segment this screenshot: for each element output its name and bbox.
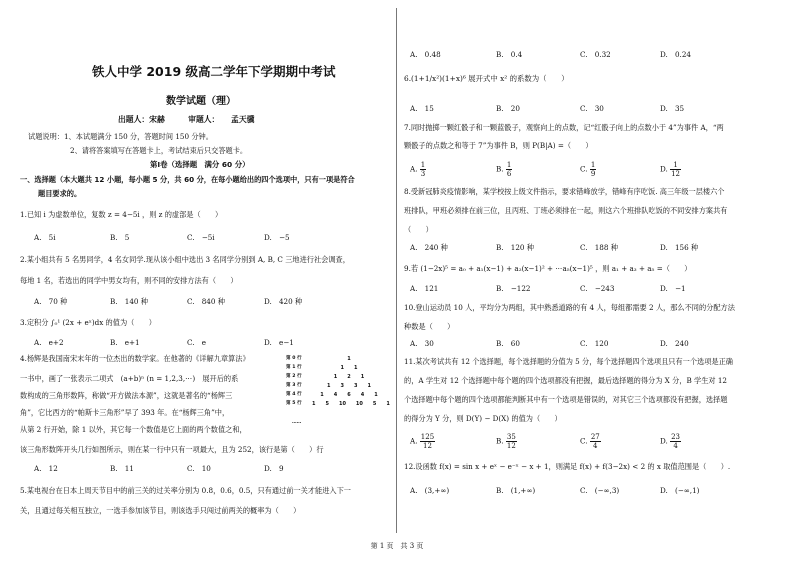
- q12-option-b: B. (1,+∞): [496, 486, 536, 495]
- numerator: 1: [420, 161, 426, 169]
- triangle-row-values: 1 2 1: [333, 374, 365, 380]
- triangle-row-values: 1 1: [340, 365, 358, 371]
- triangle-row-values: 1 3 3 1: [327, 383, 371, 389]
- denominator: 12: [423, 442, 432, 450]
- q5-option-d: D. 0.24: [660, 50, 691, 59]
- option-letter: B.: [496, 164, 504, 174]
- q5-option-a: A. 0.48: [410, 50, 441, 59]
- option-letter: A.: [410, 164, 418, 174]
- question-2-line2: 每地 1 名，若选出的同学中男女均有，则不同的安排方法有（ ）: [20, 276, 238, 285]
- question-4-line4: 角”，它比西方的“帕斯卡三角形”早了 393 年。在“杨辉三角”中，: [20, 408, 230, 417]
- q2-option-b: B. 140 种: [110, 297, 148, 306]
- yanghui-triangle-figure: [286, 356, 390, 430]
- fraction: [590, 433, 601, 450]
- q3-option-b: B. e+1: [110, 338, 140, 347]
- q8-option-a: A. 240 种: [410, 243, 448, 252]
- question-7-line2: 颗骰子的点数之和等于 7”为事件 B，则 P(B|A) =（ ）: [404, 141, 593, 150]
- question-11-line3: 个选择题中每个题的四个选项都能判断其中有一个选项是错误的，对其它三个选项都没有把握，选择题: [404, 395, 728, 404]
- question-3: 3.定积分 ∫₀¹ (2x + eˣ)dx 的值为（ ）: [20, 318, 156, 327]
- q5-option-c: C. 0.32: [580, 50, 611, 59]
- q3-option-a: A. e+2: [34, 338, 64, 347]
- triangle-row-values: 1: [347, 356, 351, 362]
- question-4-line1: 4.杨辉是我国南宋末年的一位杰出的数学家。在他著的《详解九章算法》: [20, 354, 250, 363]
- q10-option-a: A. 30: [410, 339, 434, 348]
- question-5-line2: 关，且通过每关相互独立，一选手参加该节目，则该选手只闯过前两关的概率为（ ）: [20, 506, 301, 515]
- q9-option-d: D. −1: [660, 284, 686, 293]
- question-10-line2: 种数是（ ）: [404, 322, 455, 331]
- denominator: 4: [673, 442, 678, 450]
- question-4-line6: 该三角形数阵开头几行如图所示，则在某一行中只有一项最大，且为 252，该行是第（ ）行: [20, 445, 324, 454]
- question-4-line2: 一书中，画了一张表示二项式 (a+b)ⁿ (n = 1,2,3,⋯) 展开后的系: [20, 374, 239, 383]
- exam-subtitle: 数学试题（理）: [166, 96, 236, 107]
- denominator: 4: [593, 442, 598, 450]
- numerator: 1: [506, 161, 512, 169]
- q2-option-d: D. 420 种: [264, 297, 303, 306]
- q3-option-c: C. e: [187, 338, 206, 347]
- question-8-line2: 班排队，甲班必须排在前三位，且丙班、丁班必须排在一起，则这六个班排队吃饭的不同安排方案共有: [404, 206, 728, 215]
- q11-option-c: [580, 433, 601, 450]
- q11-option-a: [410, 433, 435, 450]
- exam-title: 铁人中学 2019 级高二学年下学期期中考试: [92, 64, 336, 79]
- question-11-line4: 的得分为 Y 分，则 D(Y) − D(X) 的值为（ ）: [404, 414, 562, 423]
- triangle-row-label: 第 3 行: [286, 383, 302, 388]
- numerator: 23: [671, 433, 681, 441]
- q1-option-a: A. 5i: [34, 233, 56, 242]
- question-12: 12.设函数 f(x) = sin x + eˣ − e⁻ˣ − x + 1，则满足 f(x) + f(3−2x) < 2 的 x 取值范围是（ ）.: [404, 462, 731, 471]
- denominator: 6: [506, 170, 512, 178]
- q4-option-a: A. 12: [34, 464, 58, 473]
- fraction: [506, 433, 517, 450]
- triangle-ellipsis: ……: [292, 420, 302, 425]
- question-7-line1: 7.同时抛掷一颗红骰子和一颗蓝骰子，观察向上的点数，记“红骰子向上的点数小于 4”为事件 A，“两: [404, 123, 724, 132]
- q7-option-b: [496, 161, 512, 178]
- q1-option-c: C. −5i: [187, 233, 215, 242]
- triangle-row-values: 1 4 6 4 1: [320, 392, 378, 398]
- q4-option-c: C. 10: [187, 464, 211, 473]
- q8-option-c: C. 188 种: [580, 243, 618, 252]
- section-heading-cont: 题目要求的。: [38, 189, 82, 198]
- q12-option-c: C. (−∞,3): [580, 486, 620, 495]
- denominator: 12: [671, 170, 681, 178]
- question-11-line2: 的，A 学生对 12 个选择题中每个题的四个选项都没有把握，最后选择题的得分为 X 分，B 学生对 12: [404, 376, 728, 385]
- question-1: 1.已知 i 为虚数单位，复数 z = 4−5i ，则 z 的虚部是（ ）: [20, 210, 223, 219]
- fraction: [506, 161, 512, 178]
- numerator: 1: [590, 161, 596, 169]
- q12-option-d: D. (−∞,1): [660, 486, 700, 495]
- q6-option-c: C. 30: [580, 104, 604, 113]
- numerator: 125: [420, 433, 435, 441]
- q10-option-b: B. 60: [496, 339, 520, 348]
- option-letter: B.: [496, 436, 504, 446]
- authors-line: 出题人：宋赫 审题人： 孟天骥: [118, 115, 255, 124]
- option-letter: D.: [660, 436, 668, 446]
- q7-option-a: [410, 161, 426, 178]
- section-heading: 一、选择题（本大题共 12 小题，每小题 5 分，共 60 分，在每小题给出的四个选项中，只有一项是符合: [20, 175, 355, 184]
- triangle-row-label: 第 5 行: [286, 401, 302, 406]
- fraction: [420, 161, 426, 178]
- q1-option-b: B. 5: [110, 233, 130, 242]
- q4-option-b: B. 11: [110, 464, 134, 473]
- question-6: 6.(1+1/x²)(1+x)⁶ 展开式中 x² 的系数为（ ）: [404, 74, 569, 83]
- q4-option-d: D. 9: [264, 464, 284, 473]
- question-2-line1: 2.某小组共有 5 名男同学，4 名女同学.现从该小组中选出 3 名同学分别到 A, B, C 三地进行社会调查，: [20, 255, 350, 264]
- q1-option-d: D. −5: [264, 233, 290, 242]
- q6-option-b: B. 20: [496, 104, 520, 113]
- option-letter: C.: [580, 164, 588, 174]
- question-8-line3: （ ）: [404, 225, 433, 234]
- denominator: 3: [420, 170, 426, 178]
- denominator: 9: [590, 170, 596, 178]
- q7-option-d: [660, 161, 681, 178]
- fraction: [670, 161, 681, 178]
- q12-option-a: A. (3,+∞): [410, 486, 450, 495]
- q11-option-b: [496, 433, 517, 450]
- fraction: [590, 161, 596, 178]
- q6-option-a: A. 15: [410, 104, 434, 113]
- question-4-line3: 数构成的三角形数阵，称做“开方做法本源”，这就是著名的“杨辉三: [20, 391, 233, 400]
- q8-option-b: B. 120 种: [496, 243, 534, 252]
- q9-option-b: B. −122: [496, 284, 531, 293]
- instructions-2: 2、请将答案填写在答题卡上，考试结束后只交答题卡。: [70, 146, 248, 155]
- volume-heading: 第Ⅰ卷（选择题 满分 60 分）: [150, 160, 250, 169]
- option-letter: A.: [410, 436, 418, 446]
- option-letter: D.: [660, 164, 668, 174]
- triangle-row-label: 第 0 行: [286, 356, 302, 361]
- fraction: [420, 433, 435, 450]
- question-8-line1: 8.受新冠肺炎疫情影响，某学校按上级文件指示，要求错峰放学，错峰有序吃饭. 高三年级一层楼六个: [404, 187, 725, 196]
- instructions-1: 试题说明：1、本试题满分 150 分，答题时间 150 分钟。: [28, 132, 213, 141]
- q9-option-c: C. −243: [580, 284, 615, 293]
- question-10-line1: 10.登山运动员 10 人，平均分为两组，其中熟悉道路的有 4 人，每组都需要 2 人，那么不同的分配方法: [404, 303, 735, 312]
- numerator: 27: [590, 433, 600, 441]
- fraction: [670, 433, 681, 450]
- question-9: 9.若 (1−2x)⁵ = a₀ + a₁(x−1) + a₂(x−1)² + ⋯a₅(x−1)⁵ ，则 a₁ + a₃ + a₅ =（ ）: [404, 264, 692, 273]
- q8-option-d: D. 156 种: [660, 243, 699, 252]
- numerator: 1: [670, 161, 681, 170]
- page-footer: 第 1 页 共 3 页: [370, 542, 424, 550]
- question-5-line1: 5.某电视台在日本上周天节目中的前三关的过关率分别为 0.8，0.6，0.5，只有通过前一关才能进入下一: [20, 486, 351, 495]
- numerator: 35: [506, 433, 516, 441]
- q10-option-c: C. 120: [580, 339, 609, 348]
- column-divider: [396, 8, 397, 533]
- q6-option-d: D. 35: [660, 104, 685, 113]
- q3-option-d: D. e−1: [264, 338, 294, 347]
- q9-option-a: A. 121: [410, 284, 439, 293]
- q7-option-c: [580, 161, 596, 178]
- denominator: 12: [506, 442, 516, 450]
- q11-option-d: [660, 433, 681, 450]
- triangle-row-label: 第 1 行: [286, 365, 302, 370]
- question-4-line5: 从第 2 行开始，除 1 以外，其它每一个数值是它上面的两个数值之和，: [20, 425, 247, 434]
- triangle-row-values: 1 5 10 10 5 1: [312, 401, 390, 407]
- triangle-row-label: 第 4 行: [286, 392, 302, 397]
- option-letter: C.: [580, 436, 588, 446]
- question-11-line1: 11.某次考试共有 12 个选择题，每个选择题的分值为 5 分，每个选择题四个选项且只有一个选项是正确: [404, 357, 733, 366]
- triangle-row-label: 第 2 行: [286, 374, 302, 379]
- q5-option-b: B. 0.4: [496, 50, 523, 59]
- q2-option-a: A. 70 种: [34, 297, 68, 306]
- q10-option-d: D. 240: [660, 339, 689, 348]
- q2-option-c: C. 840 种: [187, 297, 225, 306]
